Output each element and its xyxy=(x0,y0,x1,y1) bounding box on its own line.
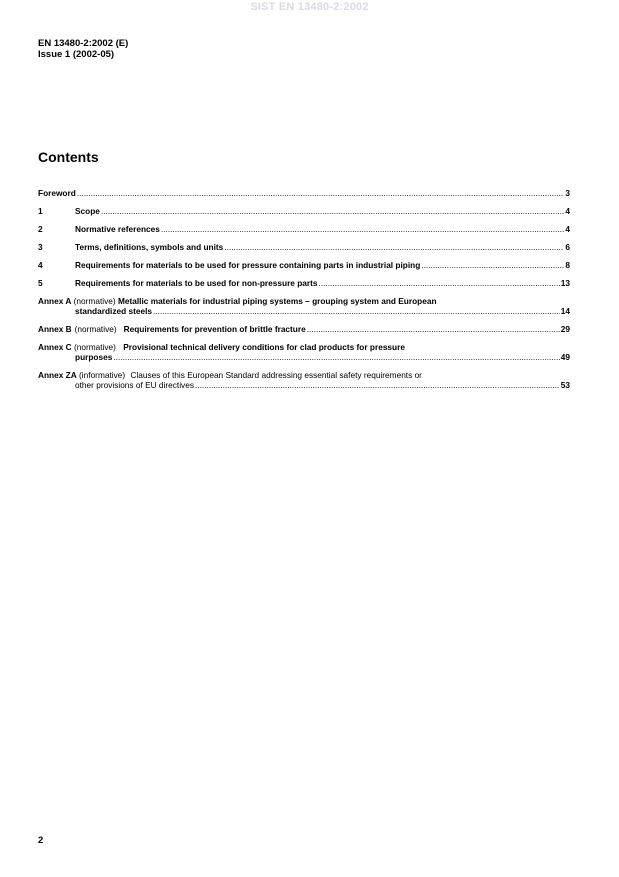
toc-leader xyxy=(319,278,560,288)
toc-page: 3 xyxy=(565,188,570,198)
toc-title-continued: other provisions of EU directives xyxy=(75,380,194,390)
toc-title: Normative references xyxy=(75,224,160,234)
toc-title: Scope xyxy=(75,206,100,216)
toc-number: 5 xyxy=(38,278,43,288)
toc-leader xyxy=(421,260,564,270)
table-of-contents xyxy=(38,188,570,390)
toc-annex-label: Annex ZA xyxy=(38,370,77,380)
toc-page: 6 xyxy=(565,242,570,252)
toc-leader xyxy=(77,188,565,198)
toc-page: 14 xyxy=(560,306,570,316)
toc-leader xyxy=(113,352,559,362)
document-header xyxy=(38,38,128,60)
toc-entry-annex-za[interactable] xyxy=(38,370,570,390)
toc-annex-type: (normative) xyxy=(74,324,117,334)
toc-entry-annex-b[interactable] xyxy=(38,324,570,334)
toc-number: 4 xyxy=(38,260,43,270)
document-issue: Issue 1 (2002-05) xyxy=(38,49,115,60)
toc-title: Provisional technical delivery conditions for clad products for pressure xyxy=(123,342,405,352)
toc-number: 2 xyxy=(38,224,43,234)
toc-page: 13 xyxy=(560,278,570,288)
toc-page: 4 xyxy=(565,206,570,216)
toc-leader xyxy=(195,380,560,390)
toc-title-continued: purposes xyxy=(75,352,113,362)
toc-page: 49 xyxy=(560,352,570,362)
toc-title-continued: standardized steels xyxy=(75,306,153,316)
toc-annex-type: (informative) xyxy=(79,370,126,380)
toc-leader xyxy=(101,206,564,216)
toc-page: 29 xyxy=(560,324,570,334)
toc-page: 8 xyxy=(565,260,570,270)
toc-title: Terms, definitions, symbols and units xyxy=(75,242,224,252)
toc-entry-terms[interactable] xyxy=(38,242,570,252)
toc-number: 3 xyxy=(38,242,43,252)
toc-entry-normative-references[interactable] xyxy=(38,224,570,234)
toc-annex-type: (normative) xyxy=(73,342,116,352)
toc-leader xyxy=(307,324,560,334)
toc-entry-pressure-materials[interactable] xyxy=(38,260,570,270)
toc-title: Requirements for prevention of brittle fracture xyxy=(123,324,306,334)
toc-annex-label: Annex B xyxy=(38,324,72,334)
toc-entry-annex-c[interactable] xyxy=(38,342,570,362)
toc-leader xyxy=(153,306,560,316)
toc-leader xyxy=(224,242,564,252)
toc-entry-non-pressure-materials[interactable] xyxy=(38,278,570,288)
toc-number: 1 xyxy=(38,206,43,216)
watermark: SIST EN 13480-2:2002 xyxy=(250,1,369,13)
toc-title: Clauses of this European Standard addressing essential safety requirements or xyxy=(130,370,422,380)
toc-annex-type: (normative) xyxy=(73,296,116,306)
document-id: EN 13480-2:2002 (E) xyxy=(38,38,129,49)
page-number: 2 xyxy=(38,835,44,846)
toc-entry-scope[interactable] xyxy=(38,206,570,216)
toc-title: Foreword xyxy=(38,188,76,198)
toc-title: Requirements for materials to be used for pressure containing parts in industrial piping xyxy=(75,260,421,270)
toc-title: Metallic materials for industrial piping systems – grouping system and European xyxy=(117,296,437,306)
contents-title: Contents xyxy=(38,149,99,165)
toc-annex-label: Annex A xyxy=(38,296,72,306)
toc-title: Requirements for materials to be used for non-pressure parts xyxy=(75,278,318,288)
toc-page: 53 xyxy=(560,380,570,390)
toc-page: 4 xyxy=(565,224,570,234)
toc-entry-foreword[interactable] xyxy=(38,188,570,198)
toc-leader xyxy=(161,224,565,234)
toc-entry-annex-a[interactable] xyxy=(38,296,570,316)
toc-annex-label: Annex C xyxy=(38,342,72,352)
